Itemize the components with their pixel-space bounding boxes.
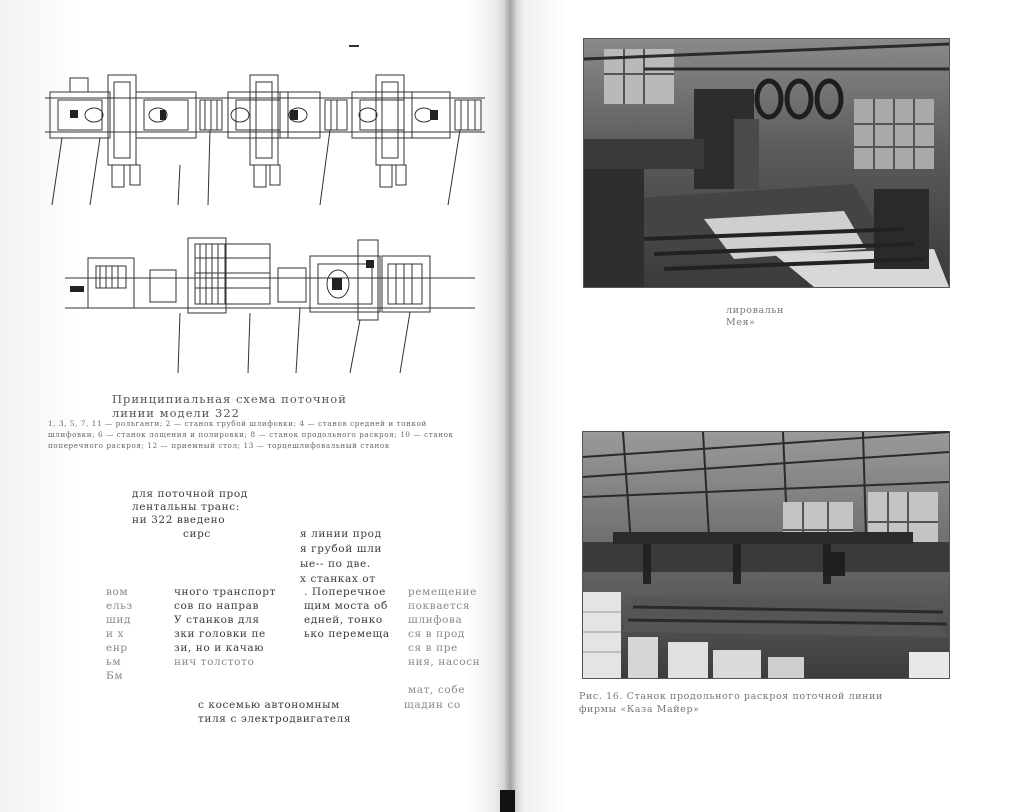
figure-title: Принципиальная схема поточной линии модели 322 [112,392,347,420]
text-fragment: ельз [106,600,133,612]
text-fragment: ремещение [408,586,477,598]
text-fragment: У станков для [174,614,260,626]
text-fragment: ни 322 введено [132,514,226,526]
text-fragment: ько перемеща [304,628,390,640]
text-fragment: Бм [106,670,124,682]
text-fragment: . Поперечное [304,586,386,598]
top-photo-caption-line: Мея» [726,317,756,328]
text-fragment: я грубой шли [300,543,382,555]
figure-legend: 1, 3, 5, 7, 11 — рольганги; 2 — станок грубой шлифовки; 4 — станов средней и тонкой шлифовки; 6 — станок лощения и полировки; 8 — станок продольного раскроя; 10 — станок поперечного раскроя; 12 — приемный стол; 13 — торцешлифовальный станок [48,419,454,450]
text-fragment: зки головки пе [174,628,266,640]
page-dash-mark [349,45,359,47]
text-fragment: поквается [408,600,470,612]
text-fragment: ся в прод [408,628,465,640]
text-fragment: едней, тонко [304,614,383,626]
text-fragment: и х [106,628,125,640]
text-fragment: мат, собе [408,684,466,696]
top-photo-caption [726,305,816,329]
production-line-diagram-bottom [60,238,480,378]
text-fragment: ния, насосн [408,656,481,668]
factory-photo-bottom [582,431,950,679]
production-line-diagram-top [40,70,490,210]
text-fragment: лентальны транс: [132,501,240,513]
text-fragment: ьм [106,656,122,668]
factory-photo-top [583,38,950,288]
text-fragment: тиля с электродвигателя [198,713,352,725]
text-fragment: нич толстото [174,656,255,668]
text-fragment: с косемью автономным [198,699,340,711]
text-fragment: щим моста об [304,600,388,612]
text-fragment: сирс [183,528,211,540]
text-fragment: ся в пре [408,642,458,654]
text-fragment: сов по направ [174,600,260,612]
top-photo-caption-line: лировальн [726,305,785,316]
text-fragment: зи, но и качаю [174,642,264,654]
text-fragment: щадин со [404,699,461,711]
text-fragment: енр [106,642,128,654]
text-fragment: ые-- по две. [300,558,371,570]
text-fragment: чного транспорт [174,586,276,598]
text-fragment: х станках от [300,573,376,585]
figure-16-caption: Рис. 16. Станок продольного раскроя поточной линии фирмы «Каза Майер» [579,691,883,715]
text-fragment: шид [106,614,132,626]
text-fragment: шлифова [408,614,463,626]
text-fragment: для поточной прод [132,488,248,500]
text-fragment: вом [106,586,129,598]
text-fragment: я линии прод [300,528,382,540]
